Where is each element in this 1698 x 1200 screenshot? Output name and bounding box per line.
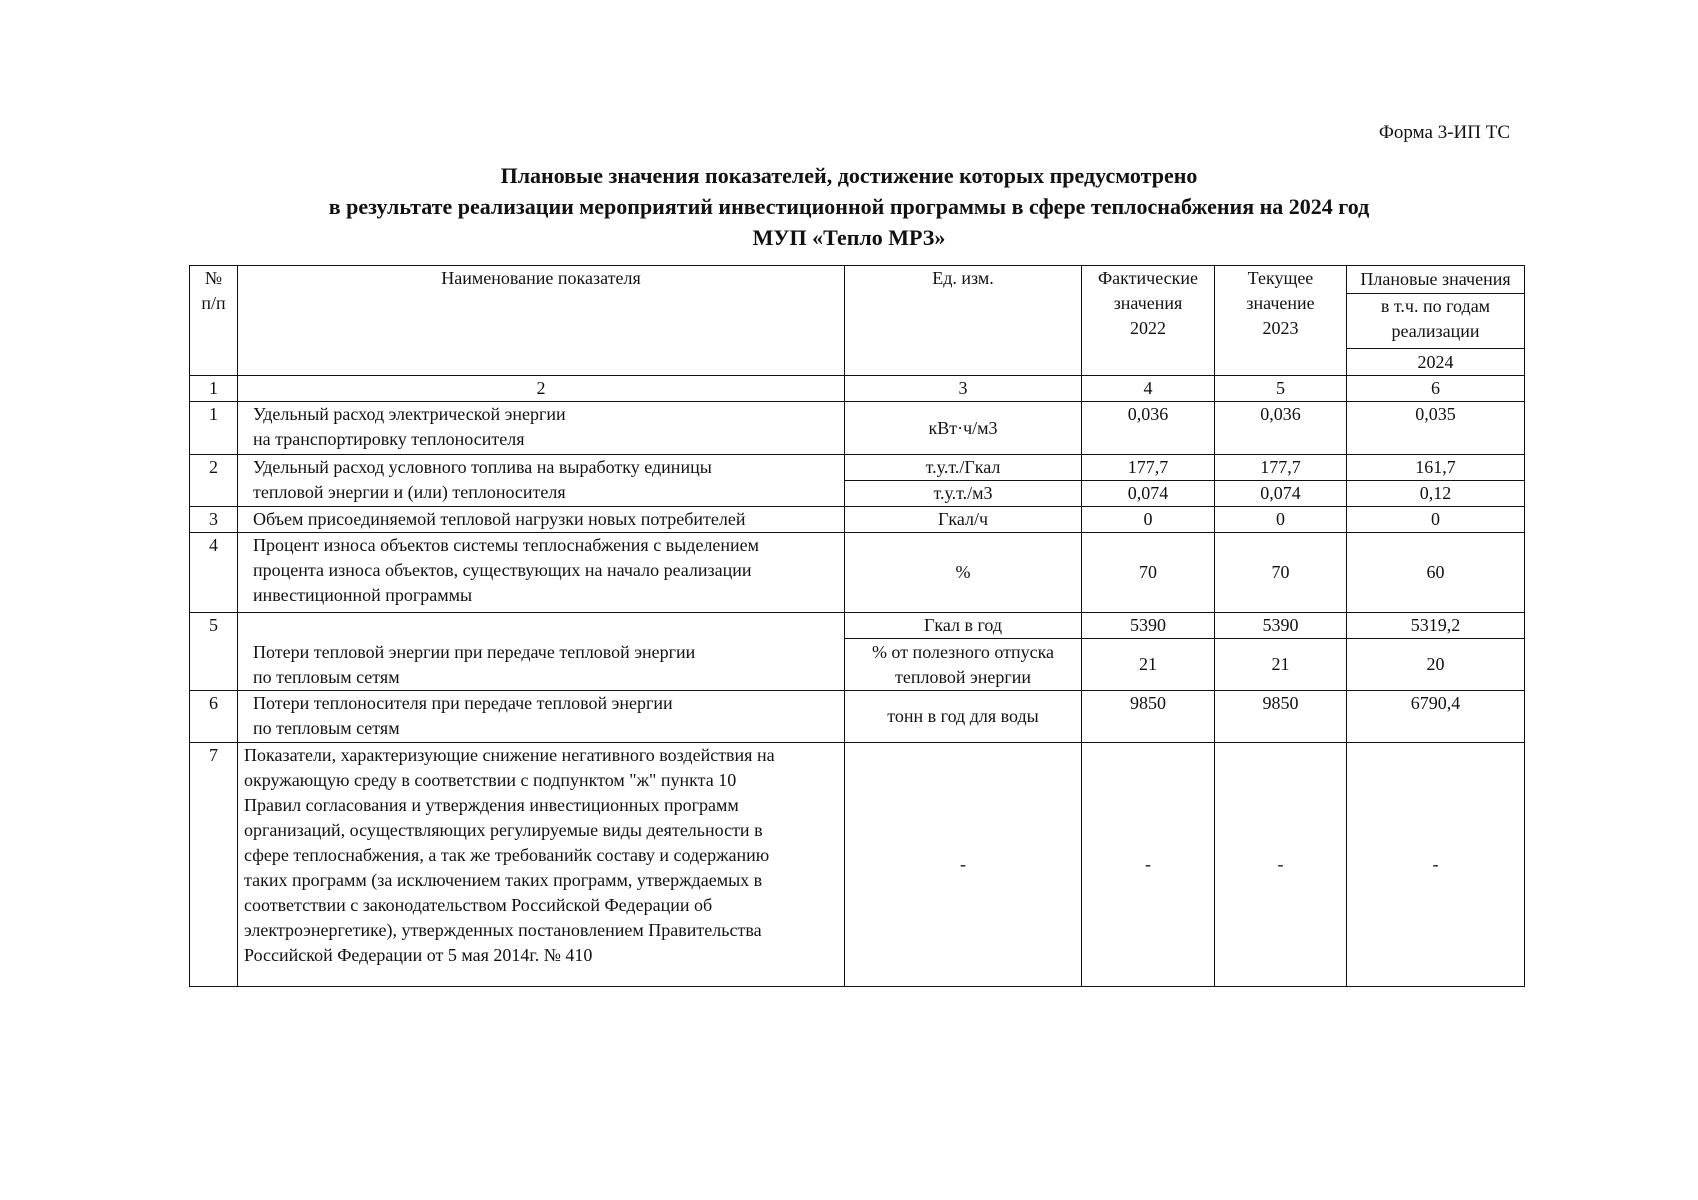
col-number: 2 bbox=[238, 376, 845, 402]
header-name: Наименование показателя bbox=[238, 266, 845, 376]
col-number: 3 bbox=[845, 376, 1082, 402]
row-num: 5 bbox=[190, 613, 238, 691]
row-actual: - bbox=[1082, 743, 1215, 987]
table-row bbox=[190, 402, 1525, 455]
row-plan: 60 bbox=[1347, 533, 1525, 613]
col-number: 1 bbox=[190, 376, 238, 402]
row-name: Потери тепловой энергии при передаче тепловой энергии по тепловым сетям bbox=[238, 613, 845, 691]
row-unit: % от полезного отпуска тепловой энергии bbox=[845, 639, 1082, 691]
indicators-table bbox=[189, 265, 1525, 987]
row-name: Показатели, характеризующие снижение негативного воздействия на окружающую среду в соответствии с подпунктом "ж" пункта 10 Правил согласования и утверждения инвестиционных программ организаций, осуществляющих регулируемые виды деятельности в сфере теплоснабжения, а так же требованийк составу и содержанию таких программ (за исключением таких программ, утверждаемых в соответствии с законодательством Российской Федерации об электроэнергетике), утвержденных постановлением Правительства Российской Федерации от 5 мая 2014г. № 410 bbox=[238, 743, 845, 987]
row-unit: Гкал/ч bbox=[845, 507, 1082, 533]
col-number: 5 bbox=[1215, 376, 1347, 402]
header-current: Текущее значение 2023 bbox=[1215, 266, 1347, 376]
row-current: 0 bbox=[1215, 507, 1347, 533]
header-row bbox=[190, 266, 1525, 294]
table-row bbox=[190, 743, 1525, 987]
row-actual: 5390 bbox=[1082, 613, 1215, 639]
row-num: 2 bbox=[190, 455, 238, 507]
row-plan: 0,035 bbox=[1347, 402, 1525, 455]
row-actual: 21 bbox=[1082, 639, 1215, 691]
row-plan: 20 bbox=[1347, 639, 1525, 691]
row-name: Процент износа объектов системы теплоснабжения с выделением процента износа объектов, существующих на начало реализации инвестиционной программы bbox=[238, 533, 845, 613]
title-line-2: в результате реализации мероприятий инвестиционной программы в сфере теплоснабжения на 2024 год bbox=[328, 194, 1370, 219]
row-num: 4 bbox=[190, 533, 238, 613]
row-plan: 5319,2 bbox=[1347, 613, 1525, 639]
document-title bbox=[0, 160, 1698, 253]
column-numbers-row bbox=[190, 376, 1525, 402]
table-row bbox=[190, 613, 1525, 639]
row-name: Удельный расход электрической энергии на транспортировку теплоносителя bbox=[238, 402, 845, 455]
header-plan-sub: в т.ч. по годам реализации bbox=[1347, 294, 1525, 349]
table-row bbox=[190, 533, 1525, 613]
table-row bbox=[190, 507, 1525, 533]
row-current: 0,074 bbox=[1215, 481, 1347, 507]
header-actual: Фактические значения 2022 bbox=[1082, 266, 1215, 376]
row-current: 177,7 bbox=[1215, 455, 1347, 481]
row-actual: 9850 bbox=[1082, 691, 1215, 743]
row-current: 9850 bbox=[1215, 691, 1347, 743]
title-line-1: Плановые значения показателей, достижение которых предусмотрено bbox=[500, 163, 1198, 188]
row-name: Удельный расход условного топлива на выработку единицы тепловой энергии и (или) теплоносителя bbox=[238, 455, 845, 507]
row-num: 1 bbox=[190, 402, 238, 455]
row-actual: 70 bbox=[1082, 533, 1215, 613]
row-plan: 0 bbox=[1347, 507, 1525, 533]
col-number: 6 bbox=[1347, 376, 1525, 402]
row-unit: т.у.т./м3 bbox=[845, 481, 1082, 507]
row-num: 3 bbox=[190, 507, 238, 533]
header-plan-year: 2024 bbox=[1347, 349, 1525, 376]
row-name: Объем присоединяемой тепловой нагрузки новых потребителей bbox=[238, 507, 845, 533]
header-num: № п/п bbox=[190, 266, 238, 376]
title-line-3: МУП «Тепло МРЗ» bbox=[752, 225, 946, 250]
row-plan: 161,7 bbox=[1347, 455, 1525, 481]
row-current: 70 bbox=[1215, 533, 1347, 613]
row-plan: 6790,4 bbox=[1347, 691, 1525, 743]
table-row bbox=[190, 691, 1525, 743]
row-num: 7 bbox=[190, 743, 238, 987]
row-unit: % bbox=[845, 533, 1082, 613]
row-unit: тонн в год для воды bbox=[845, 691, 1082, 743]
row-plan: - bbox=[1347, 743, 1525, 987]
form-label: Форма 3-ИП ТС bbox=[1378, 122, 1510, 143]
row-actual: 0,036 bbox=[1082, 402, 1215, 455]
row-current: 0,036 bbox=[1215, 402, 1347, 455]
row-unit: т.у.т./Гкал bbox=[845, 455, 1082, 481]
row-actual: 177,7 bbox=[1082, 455, 1215, 481]
row-unit: Гкал в год bbox=[845, 613, 1082, 639]
table-row bbox=[190, 455, 1525, 481]
row-current: - bbox=[1215, 743, 1347, 987]
row-plan: 0,12 bbox=[1347, 481, 1525, 507]
header-unit: Ед. изм. bbox=[845, 266, 1082, 376]
row-unit: кВт·ч/м3 bbox=[845, 402, 1082, 455]
row-num: 6 bbox=[190, 691, 238, 743]
row-actual: 0,074 bbox=[1082, 481, 1215, 507]
col-number: 4 bbox=[1082, 376, 1215, 402]
row-current: 5390 bbox=[1215, 613, 1347, 639]
row-name: Потери теплоносителя при передаче тепловой энергии по тепловым сетям bbox=[238, 691, 845, 743]
row-actual: 0 bbox=[1082, 507, 1215, 533]
row-current: 21 bbox=[1215, 639, 1347, 691]
header-plan: Плановые значения bbox=[1347, 266, 1525, 294]
row-unit: - bbox=[845, 743, 1082, 987]
